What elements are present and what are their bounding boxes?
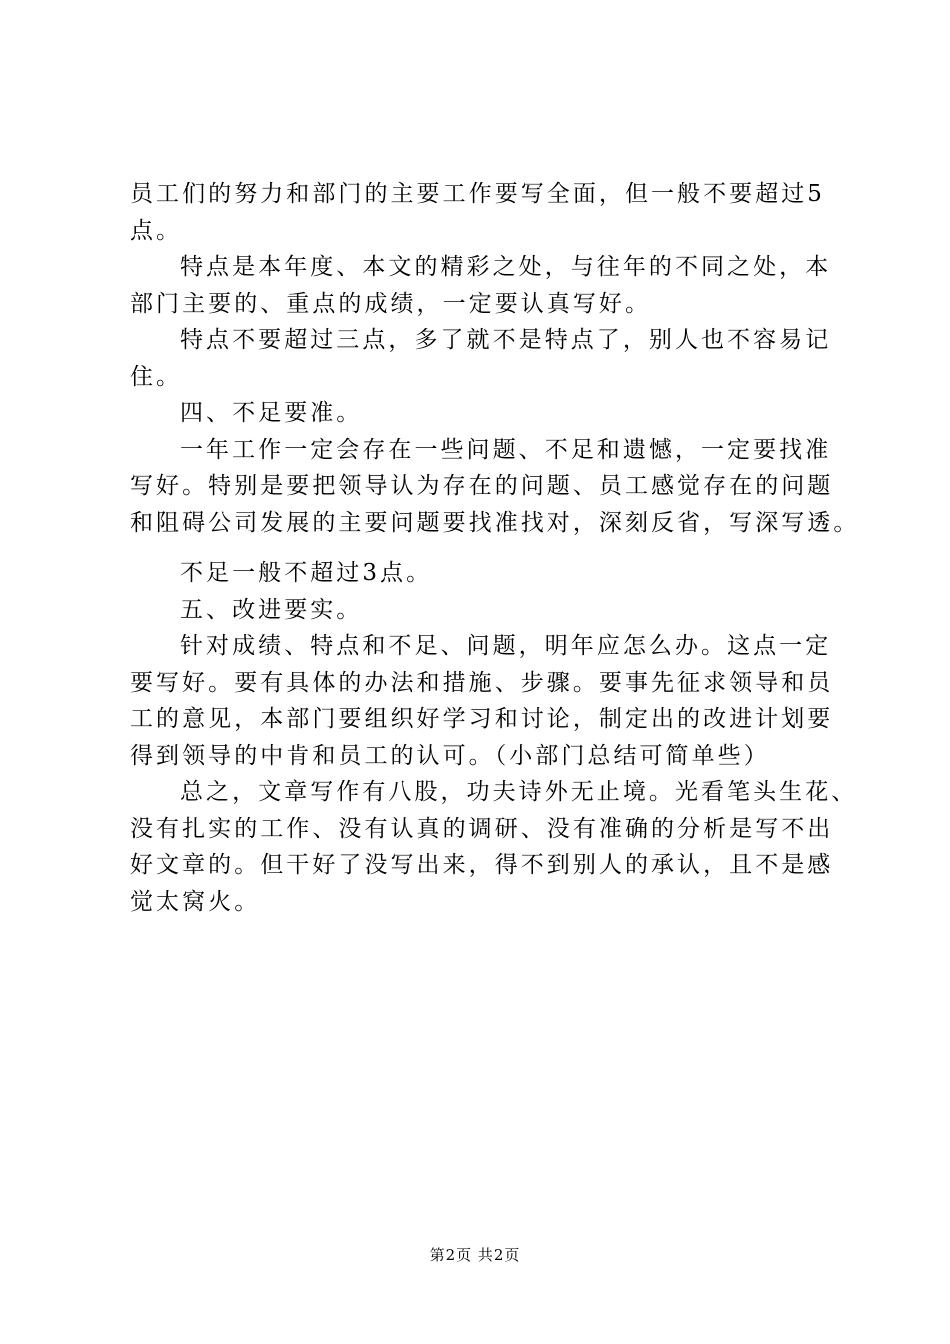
section-heading: 四、不足要准。 (180, 400, 363, 426)
text-line: 部门主要的、重点的成绩，一定要认真写好。 (130, 290, 651, 317)
text-line: 得到领导的中肯和员工的认可。（小部门总结可简单些） (130, 742, 770, 769)
page-footer: 第2页 共2页 (429, 1246, 521, 1264)
text-line: 不足一般不超过3点。 (180, 560, 433, 586)
text-line: 要写好。要有具体的办法和措施、步骤。要事先征求领导和员 (130, 669, 834, 696)
text-line: 和阻碍公司发展的主要问题要找准找对，深刻反省，写深写透。 (130, 509, 860, 536)
text-line: 好文章的。但干好了没写出来，得不到别人的承认，且不是感 (130, 852, 834, 878)
section-heading: 五、改进要实。 (180, 596, 363, 623)
text-line: 写好。特别是要把领导认为存在的问题、员工感觉存在的问题 (130, 473, 834, 499)
text-line: 点。 (130, 217, 183, 244)
text-line: 觉太窝火。 (130, 888, 261, 915)
paragraph-gap (130, 541, 835, 555)
text-line: 特点不要超过三点，多了就不是特点了，别人也不容易记 (180, 327, 832, 353)
text-line: 工的意见，本部门要组织好学习和讨论，制定出的改进计划要 (130, 706, 834, 732)
text-line: 员工们的努力和部门的主要工作要写全面，但一般不要超过5 (130, 181, 825, 207)
text-line: 一年工作一定会存在一些问题、不足和遗憾，一定要找准 (180, 436, 832, 463)
text-line: 针对成绩、特点和不足、问题，明年应怎么办。这点一定 (180, 633, 832, 659)
document-body (130, 176, 860, 920)
text-line: 没有扎实的工作、没有认真的调研、没有准确的分析是写不出 (130, 815, 834, 842)
text-line: 特点是本年度、本文的精彩之处，与往年的不同之处，本 (180, 254, 832, 280)
text-line: 住。 (130, 363, 183, 390)
text-line: 总之，文章写作有八股，功夫诗外无止境。光看笔头生花、 (180, 779, 858, 805)
